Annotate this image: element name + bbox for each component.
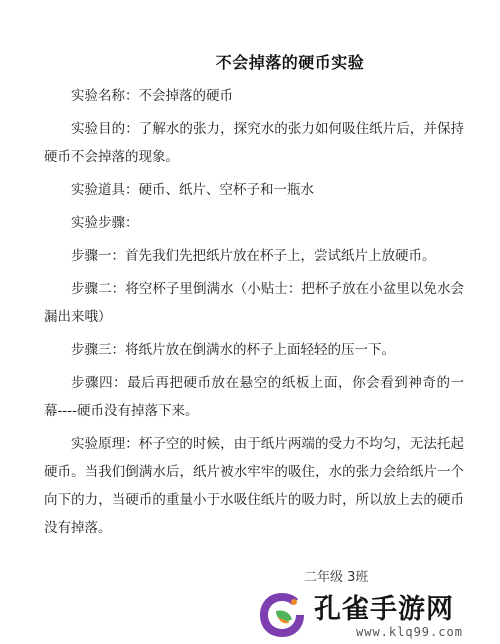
class-info: 二年级 3班 bbox=[304, 570, 369, 585]
watermark-url[interactable]: www.klq99.com bbox=[356, 625, 463, 639]
experiment-purpose-paragraph: 实验目的：了解水的张力，探究水的张力如何吸住纸片后，并保持硬币不会掉落的现象。 bbox=[44, 121, 464, 165]
step-four-paragraph: 步骤四：最后再把硬币放在悬空的纸板上面，你会看到神奇的一幕----硬币没有掉落下来。 bbox=[44, 375, 464, 419]
experiment-steps-heading: 实验步骤： bbox=[71, 215, 139, 231]
step-three-paragraph: 步骤三：将纸片放在倒满水的杯子上面轻轻的压一下。 bbox=[71, 342, 395, 358]
experiment-props-paragraph: 实验道具：硬币、纸片、空杯子和一瓶水 bbox=[71, 182, 314, 198]
step-one-paragraph: 步骤一：首先我们先把纸片放在杯子上，尝试纸片上放硬币。 bbox=[71, 248, 436, 264]
watermark-site-name: 孔雀手游网 bbox=[314, 594, 454, 625]
step-two-paragraph: 步骤二：将空杯子里倒满水（小贴士：把杯子放在小盆里以免水会漏出来哦） bbox=[44, 281, 464, 325]
document-title: 不会掉落的硬币实验 bbox=[215, 53, 365, 72]
site-watermark[interactable] bbox=[256, 587, 496, 641]
experiment-principle-paragraph: 实验原理：杯子空的时候，由于纸片两端的受力不均匀，无法托起硬币。当我们倒满水后，纸片被水牢牢的吸住，水的张力会给纸片一个向下的力，当硬币的重量小于水吸住纸片的吸力时，所以放上去的硬币没有掉落。 bbox=[44, 436, 464, 536]
experiment-name-paragraph: 实验名称：不会掉落的硬币 bbox=[71, 88, 233, 104]
document-body bbox=[44, 82, 464, 547]
peacock-logo-icon bbox=[256, 589, 308, 641]
